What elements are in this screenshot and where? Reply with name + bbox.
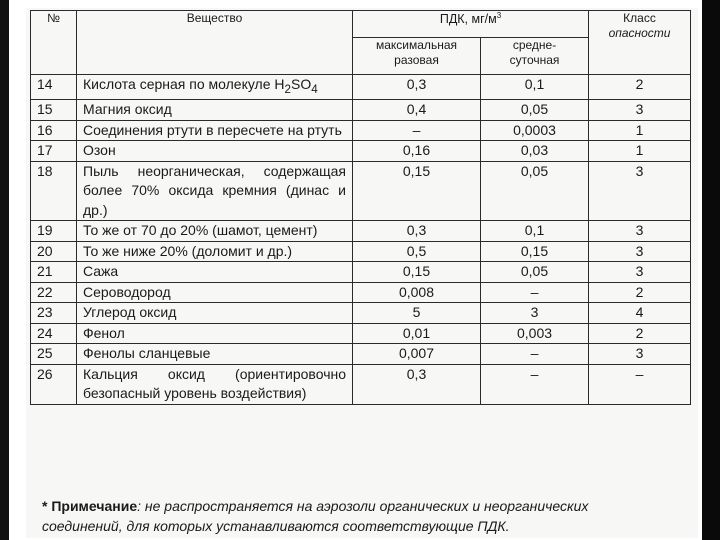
avg-daily-value: 0,05 xyxy=(481,161,589,221)
table-row xyxy=(31,120,691,141)
table-row xyxy=(31,262,691,283)
table-row xyxy=(31,323,691,344)
row-number: 17 xyxy=(31,141,77,162)
substance-name: Озон xyxy=(77,141,353,162)
max-single-value: 5 xyxy=(353,303,481,324)
row-number: 19 xyxy=(31,221,77,242)
avg-daily-value: 0,1 xyxy=(481,221,589,242)
hazard-class-value: 3 xyxy=(589,100,691,121)
max-single-value: 0,008 xyxy=(353,282,481,303)
substance-name: Углерод оксид xyxy=(77,303,353,324)
table-row xyxy=(31,282,691,303)
footnote-text: : не распространяется на аэрозоли органических и неорганических xyxy=(137,498,589,514)
hazard-class-value: 1 xyxy=(589,141,691,162)
max-single-value: 0,15 xyxy=(353,262,481,283)
hazard-class-value: – xyxy=(589,364,691,404)
row-number: 24 xyxy=(31,323,77,344)
substance-name: Сероводород xyxy=(77,282,353,303)
hazard-class-value: 3 xyxy=(589,221,691,242)
avg-daily-value: – xyxy=(481,364,589,404)
row14-sub4: 4 xyxy=(311,82,318,96)
substance-name: Соединения ртути в пересчете на ртуть xyxy=(77,120,353,141)
max-single-value: 0,3 xyxy=(353,75,481,100)
row-number: 22 xyxy=(31,282,77,303)
header-class-line1: Класс xyxy=(623,11,656,25)
hazard-class-value: 4 xyxy=(589,303,691,324)
hazard-class-value: 3 xyxy=(589,241,691,262)
avg-daily-value: 3 xyxy=(481,303,589,324)
header-avg-line1: средне- xyxy=(512,38,557,52)
hazard-class-value: 1 xyxy=(589,120,691,141)
table-row xyxy=(31,100,691,121)
row-number: 25 xyxy=(31,344,77,365)
header-avg-daily xyxy=(481,38,589,75)
table-row xyxy=(31,75,691,100)
header-pdk-sup: 3 xyxy=(496,11,502,20)
row-number: 26 xyxy=(31,364,77,404)
table-row xyxy=(31,141,691,162)
max-single-value: 0,01 xyxy=(353,323,481,344)
table-row xyxy=(31,241,691,262)
avg-daily-value: 0,03 xyxy=(481,141,589,162)
header-class-line2: опасности xyxy=(608,26,671,40)
row-number: 23 xyxy=(31,303,77,324)
substance-name: Фенолы сланцевые xyxy=(77,344,353,365)
max-single-value: 0,15 xyxy=(353,161,481,221)
scanned-page xyxy=(26,8,698,538)
header-hazard-class xyxy=(589,11,691,75)
pdk-table xyxy=(30,10,691,405)
avg-daily-value: 0,1 xyxy=(481,75,589,100)
left-dark-border xyxy=(0,0,9,540)
max-single-value: 0,007 xyxy=(353,344,481,365)
table-row xyxy=(31,161,691,221)
footnote xyxy=(42,496,692,536)
max-single-value: 0,3 xyxy=(353,364,481,404)
substance-name: То же ниже 20% (доломит и др.) xyxy=(77,241,353,262)
avg-daily-value: 0,05 xyxy=(481,100,589,121)
hazard-class-value: 3 xyxy=(589,161,691,221)
substance-name: Фенол xyxy=(77,323,353,344)
table-row xyxy=(31,344,691,365)
row14-text: Кислота серная по молекуле H xyxy=(83,76,285,92)
header-number: № xyxy=(31,11,77,75)
row14-so: SO xyxy=(291,76,312,92)
header-max-single xyxy=(353,38,481,75)
header-max-line2: разовая xyxy=(394,53,439,67)
hazard-class-value: 3 xyxy=(589,262,691,283)
max-single-value: – xyxy=(353,120,481,141)
header-pdk-text: ПДК, мг/м xyxy=(439,12,497,27)
right-dark-border xyxy=(702,0,720,540)
substance-name: Пыль неорганическая, содержащая более 70% оксида кремния (динас и др.) xyxy=(77,161,353,221)
avg-daily-value: 0,003 xyxy=(481,323,589,344)
header-pdk xyxy=(353,11,589,38)
substance-name: Магния оксид xyxy=(77,100,353,121)
substance-name xyxy=(77,75,353,100)
avg-daily-value: 0,05 xyxy=(481,262,589,283)
table-row xyxy=(31,364,691,404)
row-number: 18 xyxy=(31,161,77,221)
footnote-continuation: соединений, для которых устанавливаются соответствующие ПДК. xyxy=(42,518,510,534)
table-row xyxy=(31,303,691,324)
header-avg-line2: суточная xyxy=(509,53,560,67)
row-number: 15 xyxy=(31,100,77,121)
hazard-class-value: 2 xyxy=(589,282,691,303)
substance-name: Кальция оксид (ориентировочно безопасный уровень воздействия) xyxy=(77,364,353,404)
table-row xyxy=(31,221,691,242)
avg-daily-value: 0,0003 xyxy=(481,120,589,141)
hazard-class-value: 2 xyxy=(589,323,691,344)
header-substance: Вещество xyxy=(77,11,353,75)
header-max-line1: максимальная xyxy=(376,38,457,52)
avg-daily-value: – xyxy=(481,282,589,303)
row14-sub2: 2 xyxy=(284,82,292,96)
substance-name: Сажа xyxy=(77,262,353,283)
row-number: 16 xyxy=(31,120,77,141)
footnote-label: * Примечание xyxy=(42,498,138,514)
hazard-class-value: 3 xyxy=(589,344,691,365)
row-number: 14 xyxy=(31,75,77,100)
row-number: 20 xyxy=(31,241,77,262)
avg-daily-value: – xyxy=(481,344,589,365)
max-single-value: 0,5 xyxy=(353,241,481,262)
substance-name: То же от 70 до 20% (шамот, цемент) xyxy=(77,221,353,242)
avg-daily-value: 0,15 xyxy=(481,241,589,262)
max-single-value: 0,16 xyxy=(353,141,481,162)
max-single-value: 0,3 xyxy=(353,221,481,242)
row-number: 21 xyxy=(31,262,77,283)
max-single-value: 0,4 xyxy=(353,100,481,121)
hazard-class-value: 2 xyxy=(589,75,691,100)
